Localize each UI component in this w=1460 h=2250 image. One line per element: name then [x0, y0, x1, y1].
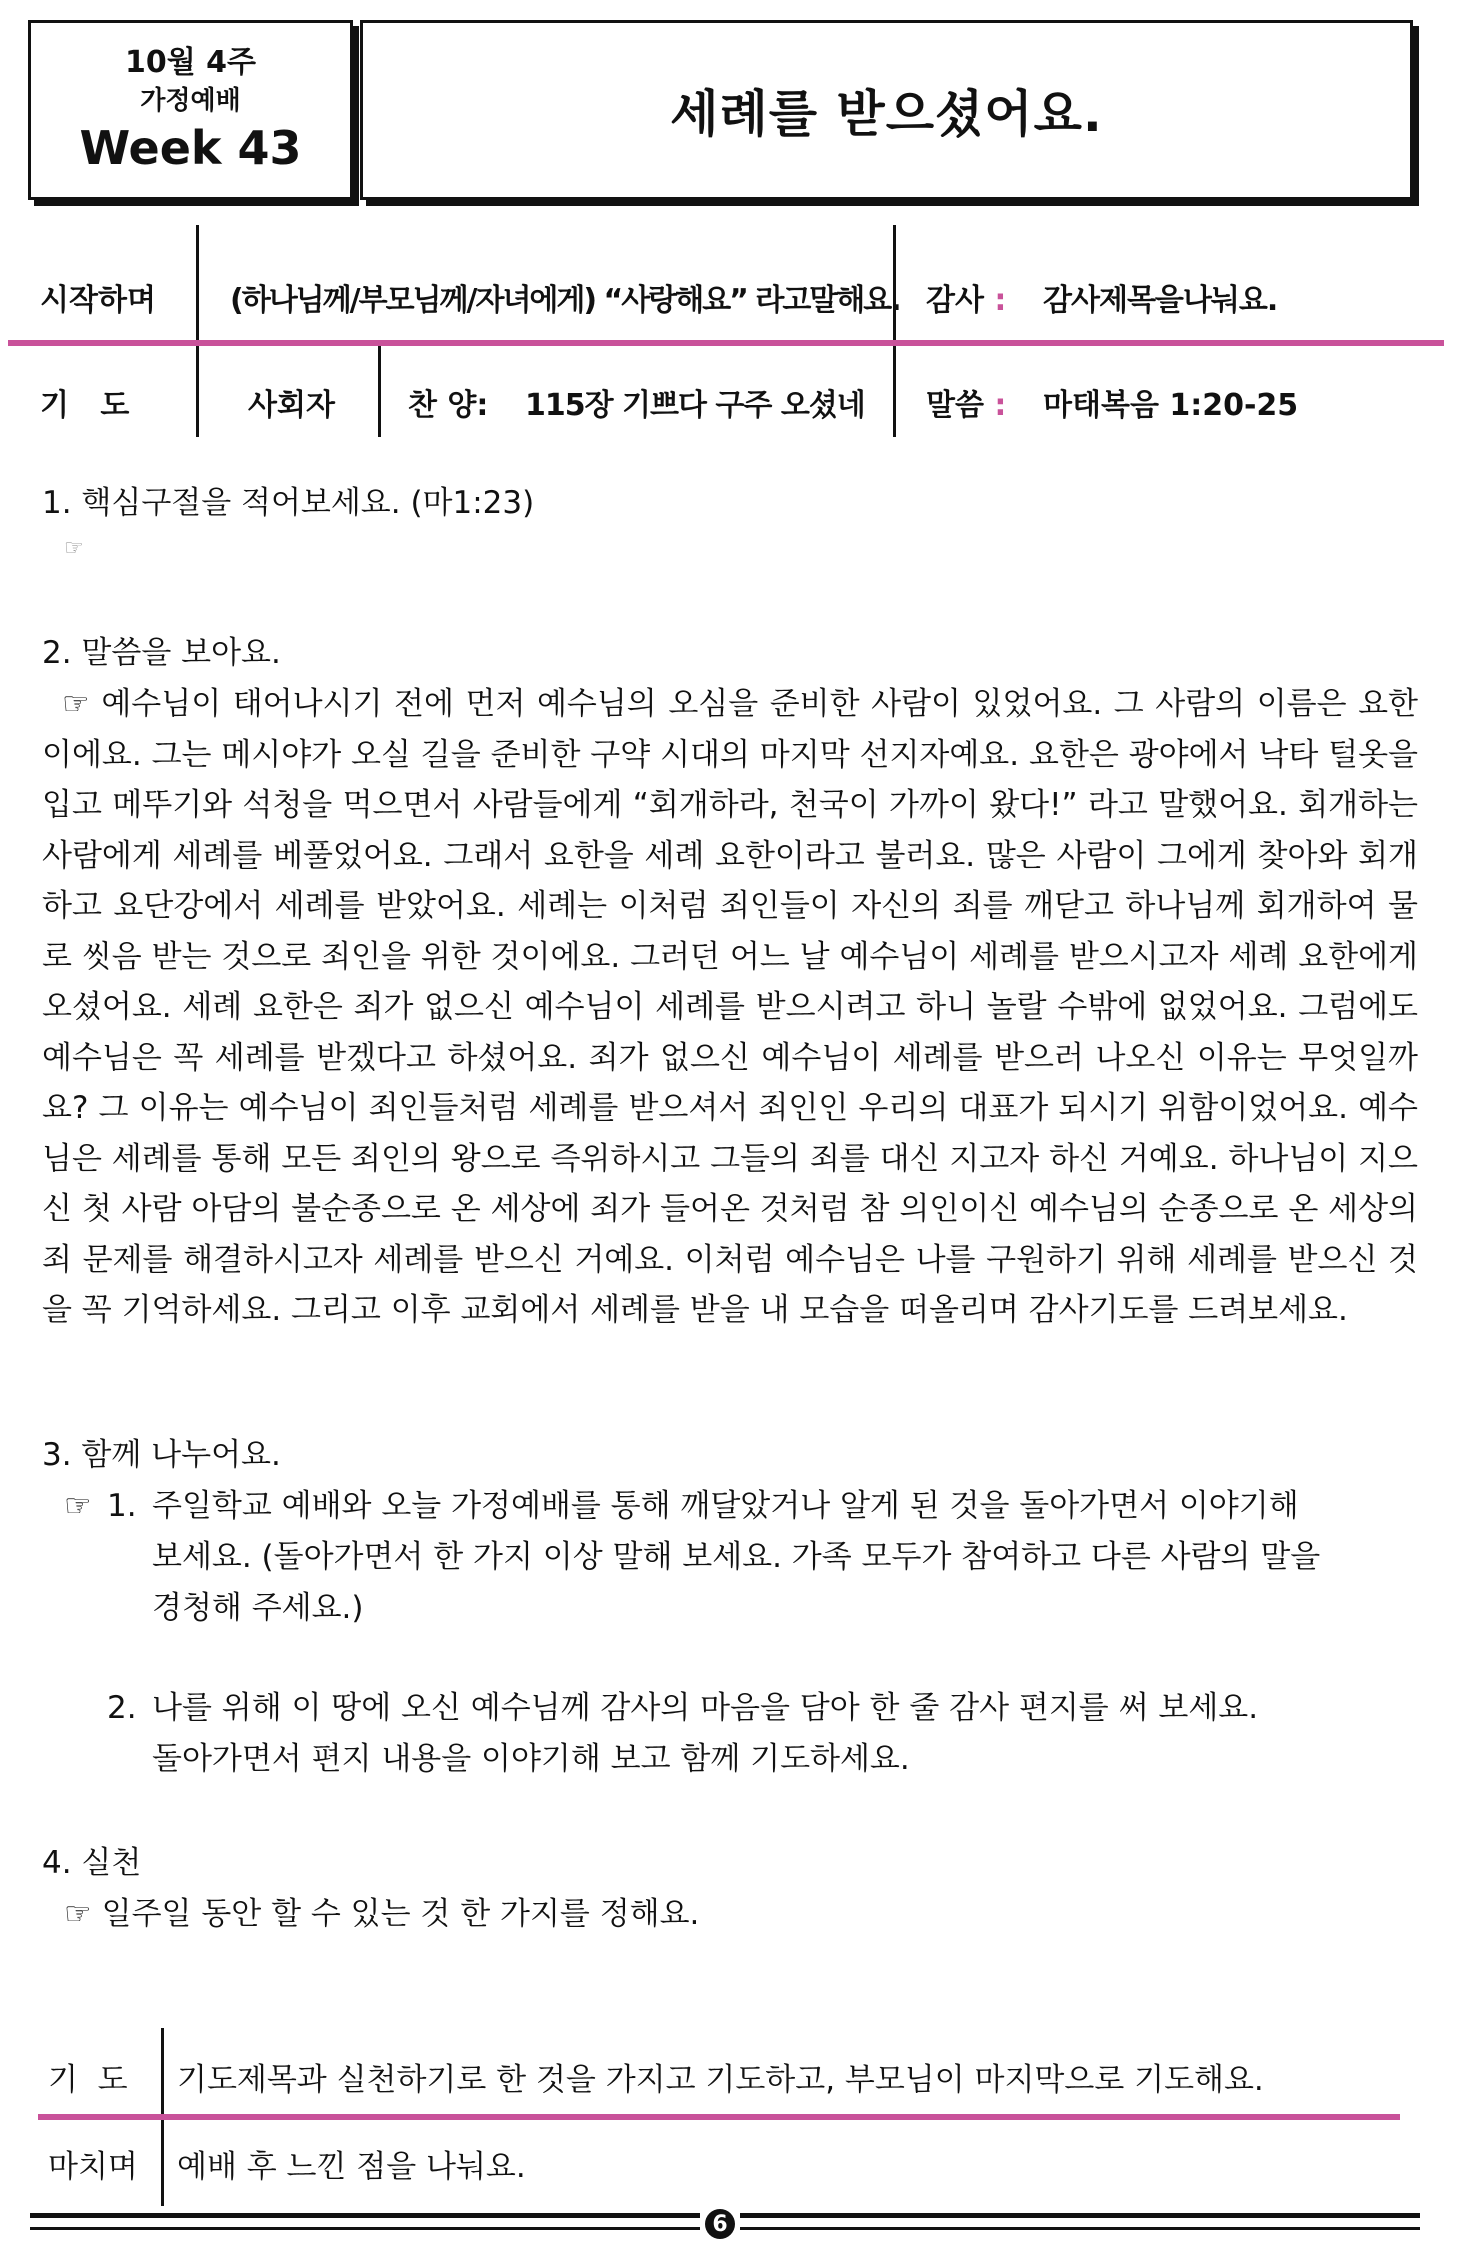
title-box — [360, 20, 1413, 200]
thanks-label-text: 감사 — [926, 283, 984, 318]
section3-item1-line1: 주일학교 예배와 오늘 가정예배를 통해 깨달았거나 알게 된 것을 돌아가면서 이야기해 — [152, 1488, 1299, 1524]
section3-item1-line3: 경청해 주세요.) — [152, 1590, 364, 1626]
closing-end-text: 예배 후 느낀 점을 나눠요. — [177, 2149, 526, 2185]
section1-pointer: ☞ — [64, 536, 84, 561]
page-number-badge: 6 — [705, 2209, 735, 2239]
closing-row-separator — [38, 2114, 1400, 2120]
section4-heading: 4. 실천 — [42, 1845, 142, 1881]
week-line: 10월 4주 — [124, 45, 257, 80]
week-number: Week 43 — [79, 121, 302, 175]
word-label-text: 말씀 — [926, 388, 984, 423]
service-label: 가정예배 — [140, 86, 241, 116]
info-row-separator — [8, 340, 1444, 346]
closing-end-label: 마치며 — [48, 2149, 138, 2185]
word-label — [926, 380, 1006, 424]
section3-pointer: ☞ — [64, 1488, 92, 1524]
section2-heading: 2. 말씀을 보아요. — [42, 635, 281, 671]
prayer-label: 기 도 — [40, 388, 130, 423]
thanks-label — [926, 275, 1006, 319]
hymn-text: 115장 기쁘다 구주 오셨네 — [525, 388, 865, 423]
word-colon: : — [994, 388, 1007, 423]
closing-prayer-label: 기 도 — [48, 2062, 128, 2098]
week-box — [28, 20, 353, 200]
section1-heading: 1. 핵심구절을 적어보세요. (마1:23) — [42, 485, 535, 521]
section3-item1-number: 1. — [107, 1488, 137, 1524]
section4-body: ☞ 일주일 동안 할 수 있는 것 한 가지를 정해요. — [64, 1896, 700, 1932]
leader-label: 사회자 — [248, 388, 335, 423]
hymn-label: 찬 양: — [408, 388, 489, 423]
section2-body: ☞ 예수님이 태어나시기 전에 먼저 예수님의 오심을 준비한 사람이 있었어요. 그 사람의 이름은 요한이에요. 그는 메시야가 오실 길을 준비한 구약 시대의 마지막 선지자예요. 요한은 광야에서 낙타 털옷을 입고 메뚜기와 석청을 먹으면서 사람들에게 “회개하라, 천국이 가까이 왔다!” 라고 말했어요. 회개하는 사람에게 세례를 베풀었어요. 그래서 요한을 세례 요한이라고 불러요. 많은 사람이 그에게 찾아와 회개하고 요단강에서 세례를 받았어요. 세례는 이처럼 죄인들이 자신의 죄를 깨닫고 하나님께 회개하여 물로 씻음 받는 것으로 죄인을 위한 것이에요. 그러던 어느 날 예수님이 세례를 받으시고자 세례 요한에게 오셨어요. 세례 요한은 죄가 없으신 예수님이 세례를 받으시려고 하니 놀랄 수밖에 없었어요. 그럼에도 예수님은 꼭 세례를 받겠다고 하셨어요. 죄가 없으신 예수님이 세례를 받으러 나오신 이유는 무엇일까요? 그 이유는 예수님이 죄인들처럼 세례를 받으셔서 죄인인 우리의 대표가 되시기 위함이었어요. 예수님은 세례를 통해 모든 죄인의 왕으로 즉위하시고 그들의 죄를 대신 지고자 하신 거예요. 하나님이 지으신 첫 사람 아담의 불순종으로 온 세상에 죄가 들어온 것처럼 참 의인이신 예수님의 순종으로 온 세상의 죄 문제를 해결하시고자 세례를 받으신 거예요. 이처럼 예수님은 나를 구원하기 위해 세례를 받으신 것을 꼭 기억하세요. 그리고 이후 교회에서 세례를 받을 내 모습을 떠올리며 감사기도를 드려보세요. — [42, 686, 1418, 1328]
page-title: 세례를 받으셨어요. — [670, 85, 1103, 143]
section3-heading: 3. 함께 나누어요. — [42, 1437, 281, 1473]
thanks-text: 감사제목을나눠요. — [1043, 283, 1278, 318]
section3-item2-line2: 돌아가면서 편지 내용을 이야기해 보고 함께 기도하세요. — [152, 1741, 910, 1777]
footer-bar-left-top — [30, 2213, 700, 2218]
thanks-colon: : — [994, 283, 1007, 318]
start-text: (하나님께/부모님께/자녀에게) “사랑해요” 라고말해요. — [230, 283, 900, 318]
section3-item2-number: 2. — [107, 1690, 137, 1726]
info-divider-2 — [893, 225, 896, 437]
info-divider-3 — [378, 343, 381, 437]
section3-item2-line1: 나를 위해 이 땅에 오신 예수님께 감사의 마음을 담아 한 줄 감사 편지를 써 보세요. — [152, 1690, 1259, 1726]
footer-bar-left-bottom — [30, 2227, 700, 2230]
footer-bar-right-bottom — [740, 2227, 1420, 2230]
info-divider-1 — [196, 225, 199, 437]
footer-bar-right-top — [740, 2213, 1420, 2218]
section3-item1-line2: 보세요. (돌아가면서 한 가지 이상 말해 보세요. 가족 모두가 참여하고 다른 사람의 말을 — [152, 1539, 1321, 1575]
word-text: 마태복음 1:20-25 — [1043, 388, 1299, 423]
closing-prayer-text: 기도제목과 실천하기로 한 것을 가지고 기도하고, 부모님이 마지막으로 기도해요. — [177, 2062, 1264, 2098]
start-label: 시작하며 — [40, 283, 156, 318]
